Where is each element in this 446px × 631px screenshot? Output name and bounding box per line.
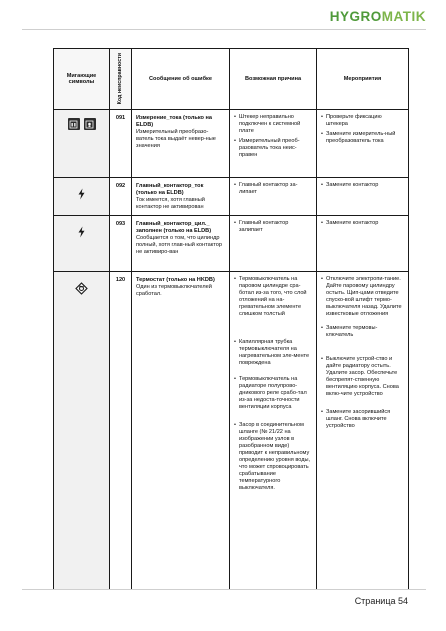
action-item: Замените измеритель-ный преобразователь тока (325, 130, 396, 144)
header-code: Код неисправности (110, 49, 132, 110)
action-item: Проверьте фиксацию штекера (325, 114, 382, 127)
page-number: Страница 54 (354, 596, 408, 606)
code-cell: 093 (110, 216, 132, 272)
message-cell: Главный_контактор_ток (только на ELDB) Ток имеется, хотя главный контактор не активирован (132, 178, 230, 216)
header-message: Сообщение об ошибке (132, 49, 230, 110)
action-item: Замените контактор (325, 182, 379, 188)
cause-item: Термовыключатель на паровом цилиндре сра-ботал из-за того, что слой отложений на на-гревательном элементе слишком толстый (238, 276, 307, 317)
action-cell: • Замените контактор (317, 178, 409, 216)
message-cell: Главный_контактор_цил._ заполнен (только на ELDB) Сообщается о том, что цилиндр полный, хотя глав-ный контактор не активиро-ван (132, 216, 230, 272)
action-cell: • Проверьте фиксацию штекера • Замените измеритель-ный преобразователь тока (317, 110, 409, 178)
action-item: Замените контактор (325, 220, 379, 226)
header-divider (22, 29, 426, 30)
symbols-cell (54, 272, 110, 590)
table-row (54, 216, 409, 272)
hygromatik-logo: HYGROMATIK (329, 9, 426, 24)
code-cell: 120 (110, 272, 132, 590)
cause-cell: • Главный контактор за-липает (230, 178, 317, 216)
code-cell: 092 (110, 178, 132, 216)
action-item: Выключите устрой-ство и дайте радиатору остыть. Удалите засор. Обеспечьте беспрепят-ственную вентиляцию корпуса. Снова вклю-чите устройство (325, 355, 399, 397)
lightning-icon (77, 226, 86, 238)
header-cause: Возможная причина (230, 49, 317, 110)
header-action: Мероприятия (317, 49, 409, 110)
cause-item: Капиллярная трубка термовыключателя на нагревательном эле-менте повреждена (238, 338, 310, 366)
error-code-table (53, 48, 409, 590)
action-cell: • Отключите электропи-тание. Дайте паровому цилиндру остыть. Щип-цами отведите спуско-вой штифт термо-выключателя назад. Удалите известковые отложения • Замените термовы-ключатель • Выключите устрой-ство и дайте радиатору остыть. Удалите засор. Обеспечьте беспрепят-ственную вентиляцию корпуса. Снова вклю-чите устройство • Замените засорившийся шланг. Снова включите устройство (317, 272, 409, 590)
thermostat-icon (75, 282, 88, 295)
action-item: Замените термовы-ключатель (325, 324, 378, 338)
header-symbols: Мигающие символы (54, 49, 110, 110)
cause-item: Измерительный преоб-разователь тока неис-правен (238, 137, 300, 158)
code-cell: 091 (110, 110, 132, 178)
cause-cell: • Главный контактор залипает (230, 216, 317, 272)
cause-cell: • Термовыключатель на паровом цилиндре сра-ботал из-за того, что слой отложений на на-гревательном элементе слишком толстый • Капиллярная трубка термовыключателя на нагревательном эле-менте повреждена • Термовыключатель на радиаторе полупрово-дникового реле срабо-тал из-за недоста-точности вентиляции корпуса • Засор в соединительном шланге (№ 21/22 на изображении узлов в разобранном виде) приводит к неправильному определению уровня воды, что может спровоцировать срабатывание температурного выключателя. (230, 272, 317, 590)
contactor-blink-icon (68, 118, 80, 130)
cause-item: Засор в соединительном шланге (№ 21/22 на изображении узлов в разобранном виде) приводит к неправильному определению уровня воды, что может спровоцировать срабатывание температурного выключателя. (238, 421, 311, 491)
table-row (54, 178, 409, 216)
symbols-cell (54, 216, 110, 272)
cause-cell: • Штекер неправильно подключен к системной плате • Измерительный преоб-разователь тока неис-правен (230, 110, 317, 178)
table-row (54, 110, 409, 178)
message-cell: Измерение_тока (только на ELDB) Измерительный преобразо-ватель тока выдаёт невер-ные значения (132, 110, 230, 178)
symbols-cell (54, 178, 110, 216)
action-item: Отключите электропи-тание. Дайте паровому цилиндру остыть. Щип-цами отведите спуско-вой штифт термо-выключателя назад. Удалите известковые отложения (325, 276, 402, 317)
message-cell: Термостат (только на HKDB) Один из термовыключателей сработал. (132, 272, 230, 590)
cause-item: Главный контактор залипает (238, 220, 289, 233)
action-item: Замените засорившийся шланг. Снова включите устройство (325, 408, 391, 429)
contactor-blink-icon-2 (84, 118, 96, 130)
cause-item: Главный контактор за-липает (238, 182, 298, 195)
action-cell: • Замените контактор (317, 216, 409, 272)
symbols-cell (54, 110, 110, 178)
footer-divider (22, 589, 426, 590)
table-header-row (54, 49, 409, 110)
cause-item: Термовыключатель на радиаторе полупрово-дникового реле срабо-тал из-за недоста-точности вентиляции корпуса (238, 375, 307, 410)
cause-item: Штекер неправильно подключен к системной плате (238, 114, 301, 134)
lightning-icon (77, 188, 86, 200)
table-row (54, 272, 409, 590)
